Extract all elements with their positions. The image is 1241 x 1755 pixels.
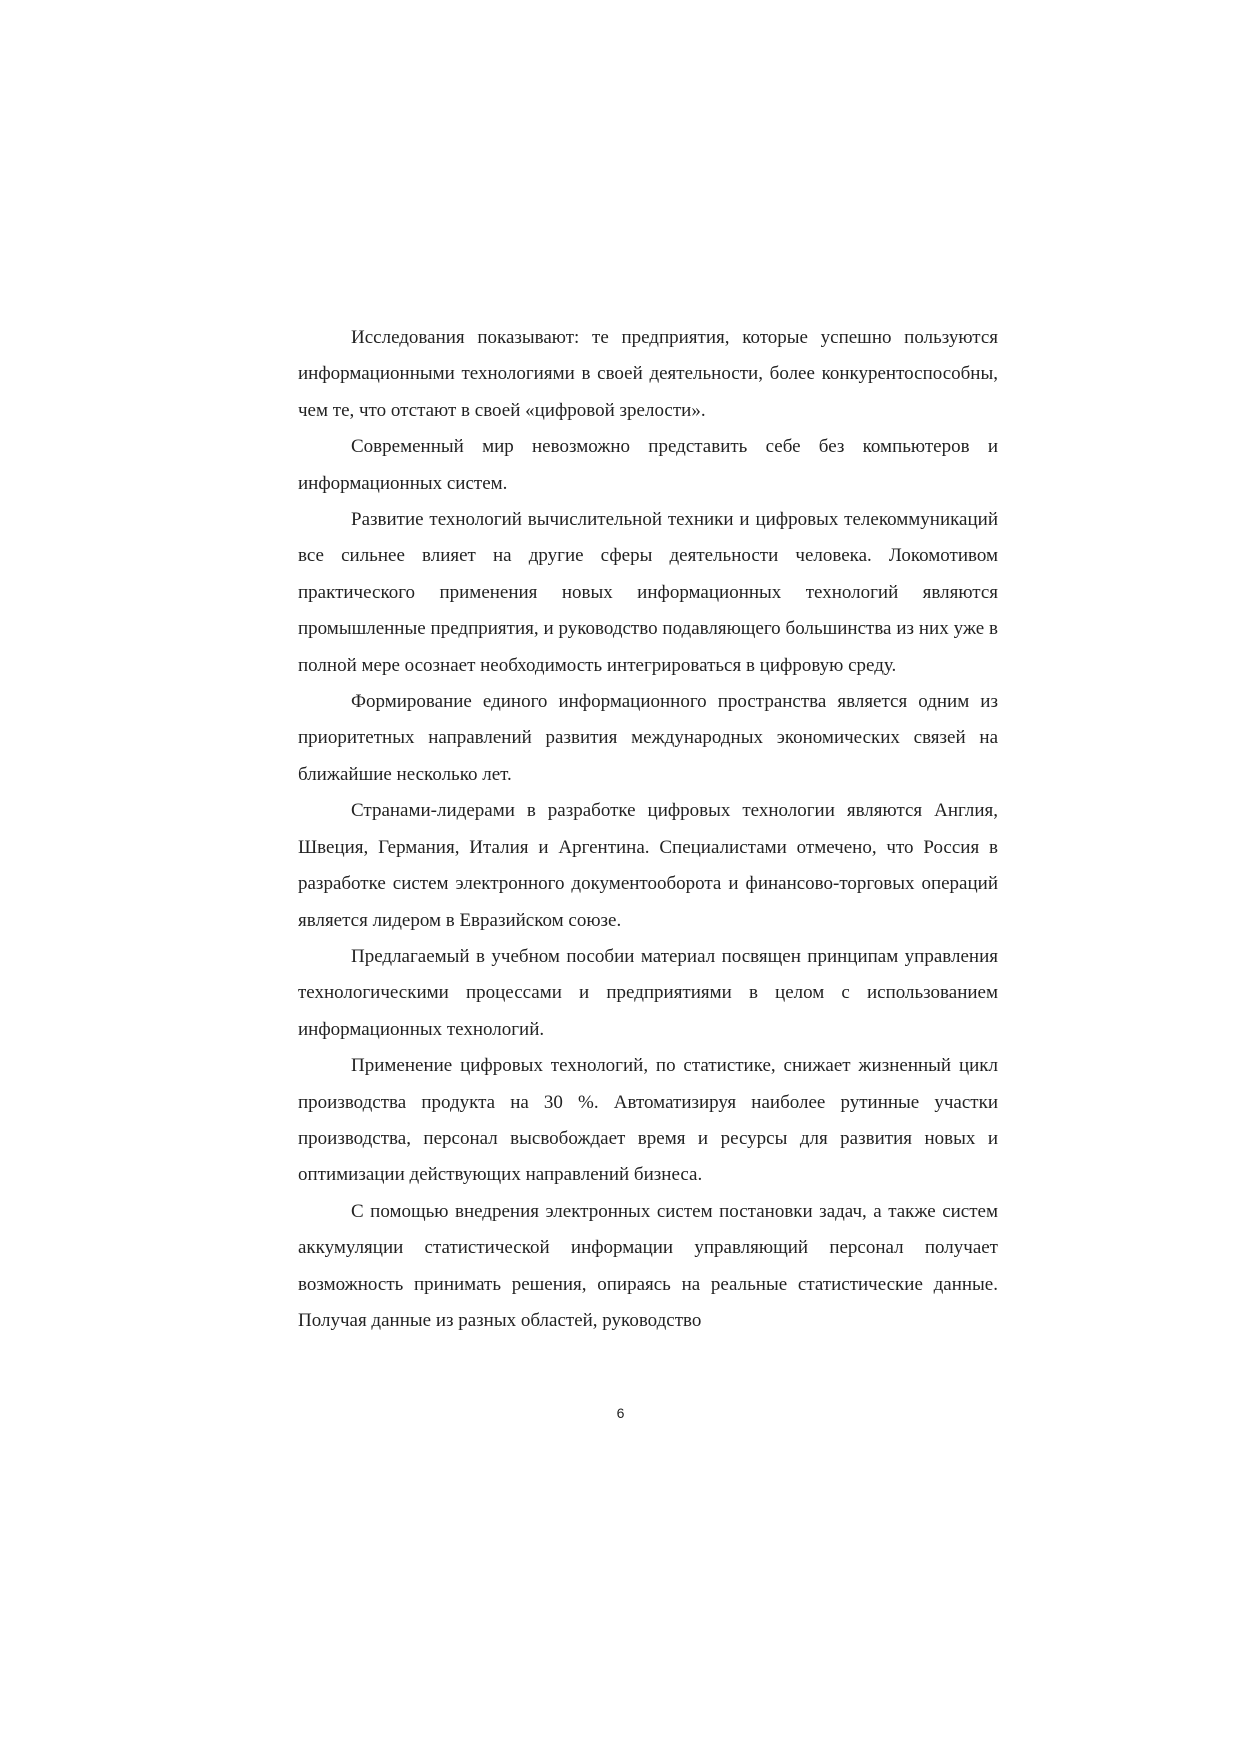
paragraph: Исследования показывают: те предприятия, которые успешно пользуются информационными технологиями в своей деятельности, более конкурентоспособны, чем те, что отстают в своей «цифровой зрелости». — [298, 327, 998, 421]
paragraph: Развитие технологий вычислительной техники и цифровых телекоммуникаций все сильнее влияет на другие сферы деятельности человека. Локомотивом практического применения новых информационных технологий являются промышленные предприятия, и руководство подавляющего большинства из них уже в полной мере осознает необходимость интегрироваться в цифровую среду. — [298, 509, 998, 676]
body-text — [298, 320, 998, 1339]
page-number: 6 — [616, 1405, 625, 1421]
paragraph: С помощью внедрения электронных систем постановки задач, а также систем аккумуляции статистической информации управляющий персонал получает возможность принимать решения, опираясь на реальные статистические данные. Получая данные из разных областей, руководство — [298, 1200, 998, 1331]
paragraph: Современный мир невозможно представить себе без компьютеров и информационных систем. — [298, 436, 998, 494]
paragraph: Формирование единого информационного пространства является одним из приоритетных направлений развития международных экономических связей на ближайшие несколько лет. — [298, 691, 998, 785]
paragraph: Предлагаемый в учебном пособии материал посвящен принципам управления технологическими процессами и предприятиями в целом с использованием информационных технологий. — [298, 945, 998, 1040]
paragraph: Применение цифровых технологий, по статистике, снижает жизненный цикл производства продукта на 30 %. Автоматизируя наиболее рутинные участки производства, персонал высвобождает время и ресурсы для развития новых и оптимизации действующих направлений бизнеса. — [298, 1055, 998, 1186]
paragraph: Странами-лидерами в разработке цифровых технологии являются Англия, Швеция, Германия, Италия и Аргентина. Специалистами отмечено, что Россия в разработке систем электронного документооборота и финансово-торговых операций является лидером в Евразийском союзе. — [298, 800, 998, 931]
